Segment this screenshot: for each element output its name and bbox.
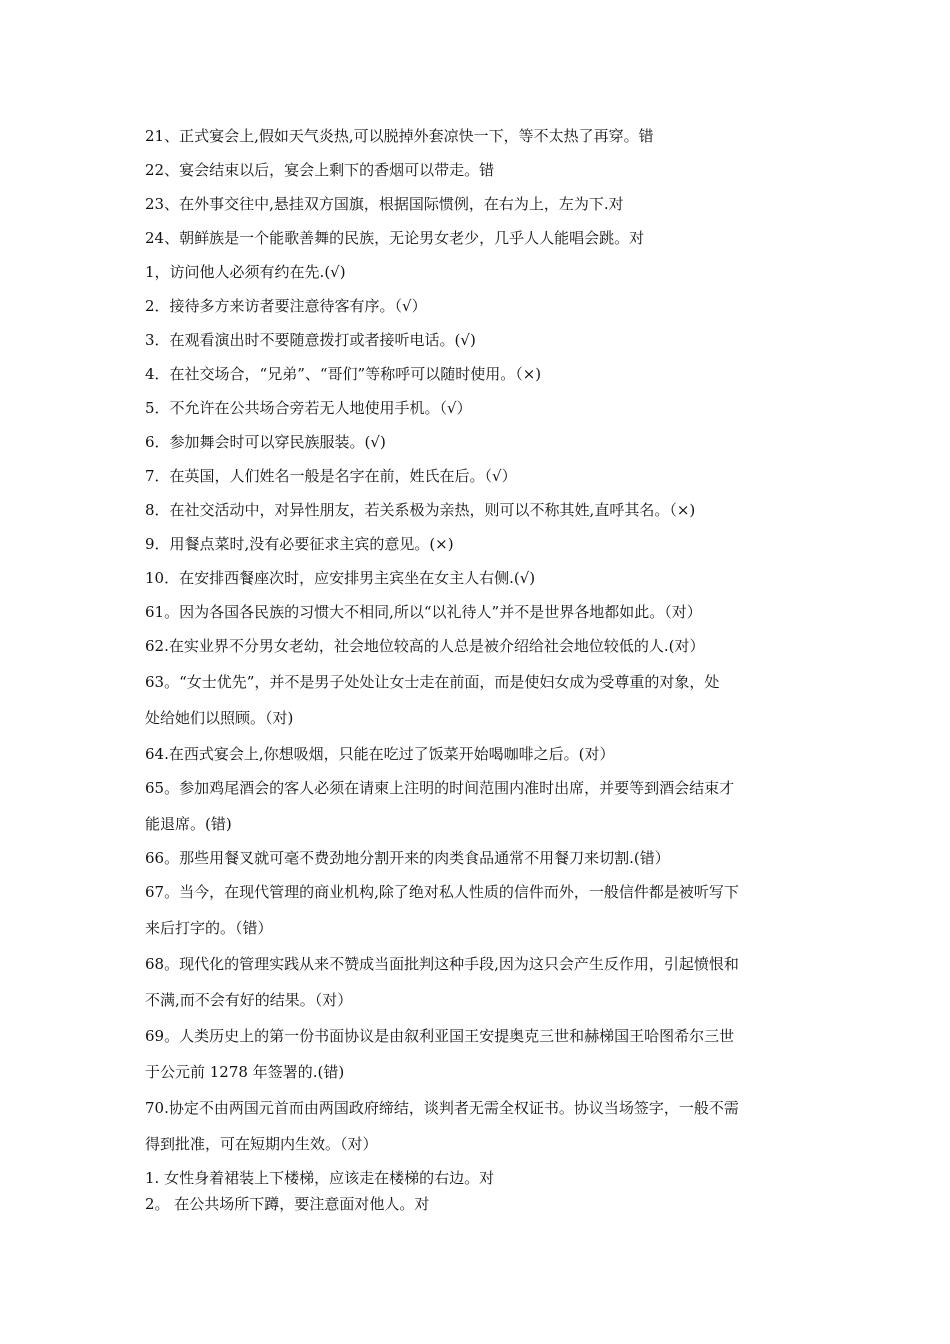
text-line: 67。当今，在现代管理的商业机构,除了绝对私人性质的信件而外，一般信件都是被听写下 [145,883,739,901]
text-line: 69。人类历史上的第一份书面协议是由叙利亚国王安提奥克三世和赫梯国王哈图希尔三世 [145,1027,735,1045]
text-line: 3．在观看演出时不要随意拨打或者接听电话。(√) [145,331,476,349]
text-line: 能退席。(错) [145,815,232,833]
text-line: 不满,而不会有好的结果。（对） [145,991,353,1009]
text-line: 63。“女士优先”，并不是男子处处让女士走在前面，而是使妇女成为受尊重的对象，处 [145,673,720,691]
text-line: 1，访问他人必须有约在先.(√) [145,263,346,281]
text-line: 9．用餐点菜时,没有必要征求主宾的意见。(×) [145,535,454,553]
text-line: 61。因为各国各民族的习惯大不相同,所以“以礼待人”并不是世界各地都如此。（对） [145,603,702,621]
text-line: 8．在社交活动中，对异性朋友，若关系极为亲热，则可以不称其姓,直呼其名。（×) [145,501,696,519]
text-line: 62.在实业界不分男女老幼，社会地位较高的人总是被介绍给社会地位较低的人.(对） [145,637,705,655]
text-line: 65。参加鸡尾酒会的客人必须在请柬上注明的时间范围内准时出席，并要等到酒会结束才 [145,779,735,797]
text-line: 6．参加舞会时可以穿民族服装。(√) [145,433,386,451]
text-line: 4．在社交场合，“兄弟”、“哥们”等称呼可以随时使用。（×) [145,365,542,383]
text-line: 2．接待多方来访者要注意待客有序。（√） [145,297,427,315]
text-line: 24、朝鲜族是一个能歌善舞的民族，无论男女老少，几乎人人能唱会跳。对 [145,229,645,247]
text-line: 66。那些用餐叉就可毫不费劲地分割开来的肉类食品通常不用餐刀来切割.(错） [145,849,670,867]
text-line: 70.协定不由两国元首而由两国政府缔结，谈判者无需全权证书。协议当场签字，一般不需 [145,1099,739,1117]
text-line: 22、宴会结束以后，宴会上剩下的香烟可以带走。错 [145,161,495,179]
text-line: 21、正式宴会上,假如天气炎热,可以脱掉外套凉快一下，等不太热了再穿。错 [145,127,654,145]
text-line: 得到批准，可在短期内生效。（对） [145,1135,378,1153]
text-line: 64.在西式宴会上,你想吸烟，只能在吃过了饭菜开始喝咖啡之后。(对） [145,745,615,763]
text-line: 1. 女性身着裙装上下楼梯，应该走在楼梯的右边。对 [145,1169,495,1187]
text-line: 23、在外事交往中,悬挂双方国旗，根据国际惯例，在右为上，左为下.对 [145,195,624,213]
text-line: 处给她们以照顾。（对) [145,709,294,727]
text-line: 10．在安排西餐座次时，应安排男主宾坐在女主人右侧.(√) [145,569,536,587]
text-line: 2。 在公共场所下蹲，要注意面对他人。对 [145,1195,430,1213]
text-line: 7．在英国，人们姓名一般是名字在前，姓氏在后。（√） [145,467,517,485]
text-line: 5．不允许在公共场合旁若无人地使用手机。（√） [145,399,472,417]
text-line: 于公元前 1278 年签署的.(错) [145,1063,345,1081]
text-line: 来后打字的。（错） [145,919,273,937]
text-line: 68。现代化的管理实践从来不赞成当面批判这种手段,因为这只会产生反作用，引起愤恨和 [145,955,739,973]
